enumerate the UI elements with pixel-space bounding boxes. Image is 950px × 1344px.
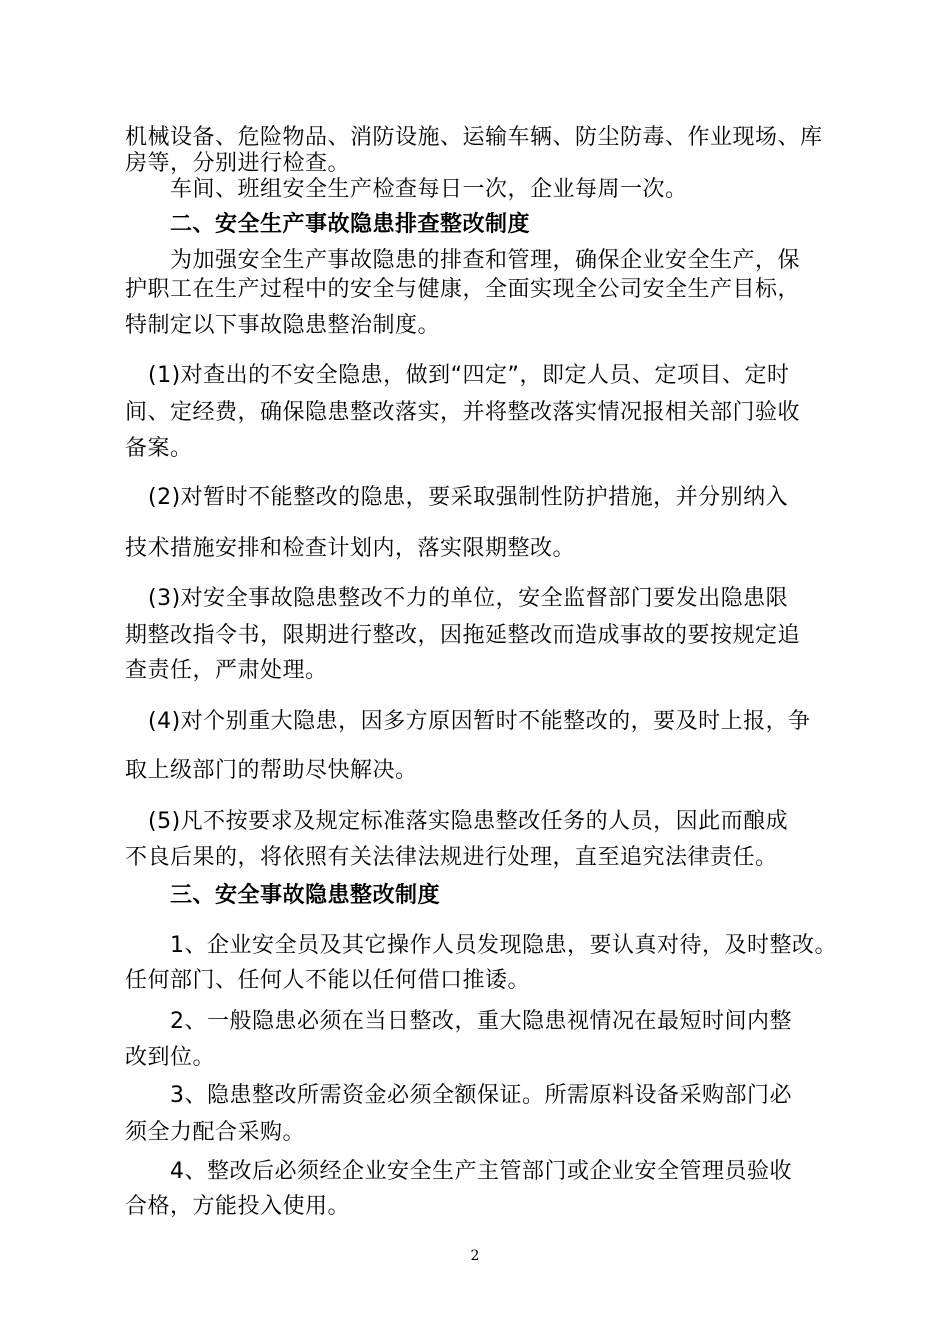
body-line: 护职工在生产过程中的安全与健康，全面实现全公司安全生产目标， bbox=[125, 277, 801, 302]
body-line: 1、企业安全员及其它操作人员发现隐患，要认真对待，及时整改。 bbox=[170, 933, 837, 958]
list-item-4-line: 取上级部门的帮助尽快解决。 bbox=[125, 758, 418, 783]
body-line: 合格，方能投入使用。 bbox=[125, 1194, 351, 1219]
body-line: 房等，分别进行检查。 bbox=[125, 151, 351, 176]
body-line: 任何部门、任何人不能以任何借口推诿。 bbox=[125, 968, 531, 993]
body-line: 机械设备、危险物品、消防设施、运输车辆、防尘防毒、作业现场、库 bbox=[125, 125, 823, 150]
body-line: 3、隐患整改所需资金必须全额保证。所需原料设备采购部门必 bbox=[170, 1083, 792, 1108]
list-item-4-line: (4)对个别重大隐患，因多方原因暂时不能整改的，要及时上报，争 bbox=[148, 709, 811, 734]
section-heading-3: 三、安全事故隐患整改制度 bbox=[170, 883, 441, 908]
section-heading-2: 二、安全生产事故隐患排查整改制度 bbox=[170, 212, 531, 237]
list-item-3-line: 期整改指令书，限期进行整改，因拖延整改而造成事故的要按规定追 bbox=[125, 623, 801, 648]
body-line: 车间、班组安全生产检查每日一次，企业每周一次。 bbox=[170, 177, 688, 202]
list-item-2-line: (2)对暂时不能整改的隐患，要采取强制性防护措施，并分别纳入 bbox=[148, 485, 789, 510]
body-line: 改到位。 bbox=[125, 1045, 216, 1070]
body-line: 4、整改后必须经企业安全生产主管部门或企业安全管理员验收 bbox=[170, 1159, 792, 1184]
body-line: 须全力配合采购。 bbox=[125, 1120, 306, 1145]
list-item-3-line: (3)对安全事故隐患整改不力的单位，安全监督部门要发出隐患限 bbox=[148, 586, 789, 611]
body-line: 2、一般隐患必须在当日整改，重大隐患视情况在最短时间内整 bbox=[170, 1009, 792, 1034]
body-line: 特制定以下事故隐患整治制度。 bbox=[125, 313, 441, 338]
list-item-1-line: 间、定经费，确保隐患整改落实，并将整改落实情况报相关部门验收 bbox=[125, 400, 801, 425]
page-number: 2 bbox=[470, 1248, 480, 1264]
list-item-1-line: (1)对查出的不安全隐患，做到“四定”，即定人员、定项目、定时 bbox=[148, 363, 790, 388]
list-item-5-line: (5)凡不按要求及规定标准落实隐患整改任务的人员，因此而酿成 bbox=[148, 809, 789, 834]
body-line: 为加强安全生产事故隐患的排查和管理，确保企业安全生产，保 bbox=[170, 248, 801, 273]
list-item-5-line: 不良后果的，将依照有关法律法规进行处理，直至追究法律责任。 bbox=[125, 845, 778, 870]
list-item-1-line: 备案。 bbox=[125, 436, 193, 461]
list-item-2-line: 技术措施安排和检查计划内，落实限期整改。 bbox=[125, 536, 576, 561]
list-item-3-line: 查责任，严肃处理。 bbox=[125, 658, 328, 683]
